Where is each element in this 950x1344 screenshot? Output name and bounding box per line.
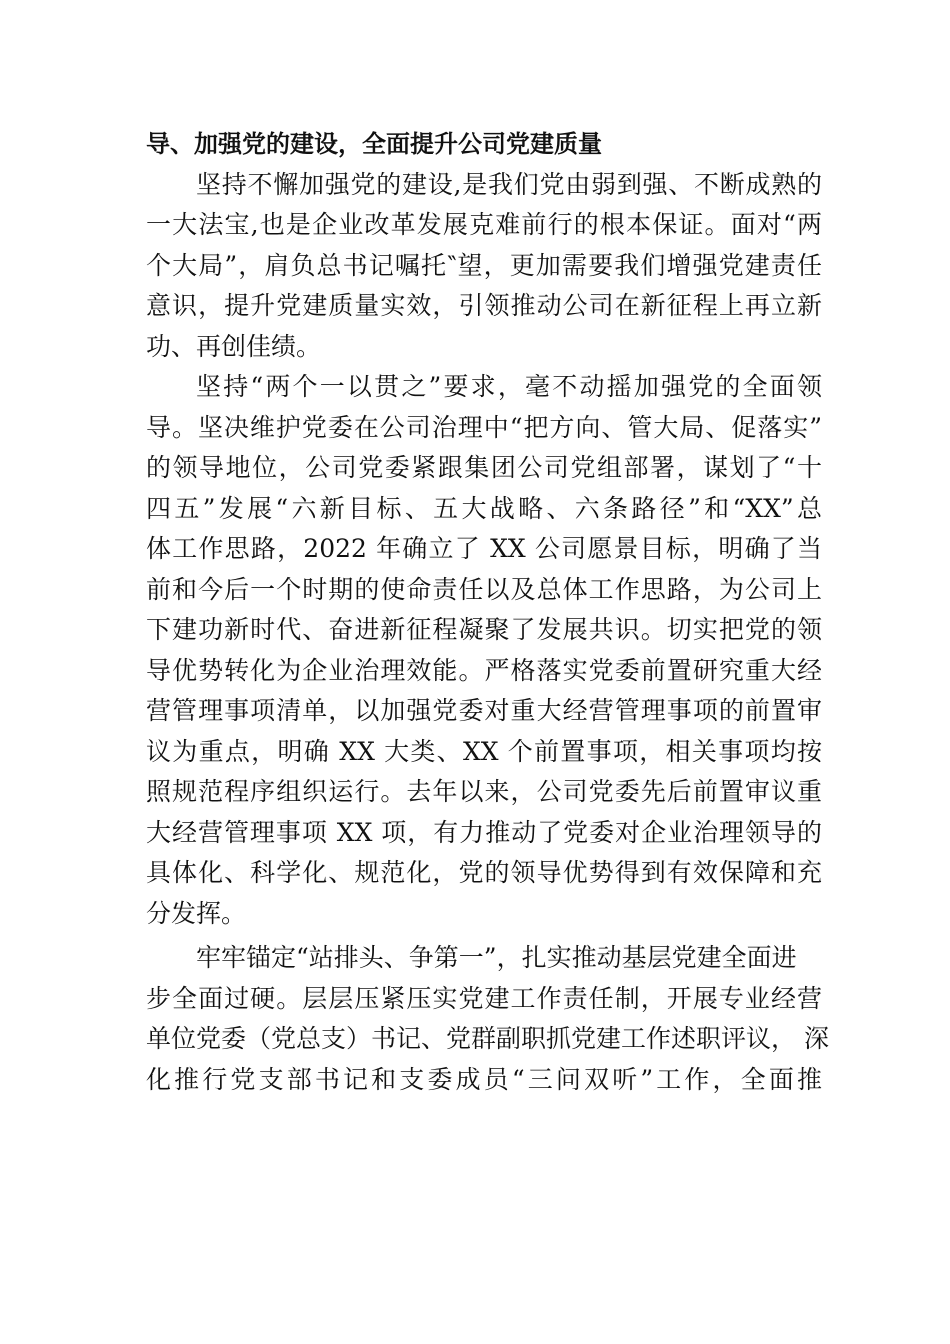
paragraph-line: 化推行党支部书记和支委成员“三问双听”工作，全面推 <box>146 1064 822 1094</box>
paragraph-line: 四五”发展“六新目标、五大战略、六条路径”和“XX”总 <box>146 493 822 523</box>
paragraph-line: 个大局”，肩负总书记嘱托‶望，更加需要我们增强党建责任 <box>146 250 822 280</box>
paragraph-1 <box>146 165 822 368</box>
paragraph-line: 意识，提升党建质量实效，引领推动公司在新征程上再立新 <box>146 291 822 320</box>
paragraph-line: 下建功新时代、奋进新征程凝聚了发展共识。切实把党的领 <box>146 615 822 644</box>
paragraph-line: 的领导地位，公司党委紧跟集团公司党组部署，谋划了“十 <box>146 453 822 482</box>
paragraph-line: 坚持不懈加强党的建设,是我们党由弱到强、不断成熟的 <box>196 169 822 199</box>
section-heading: 导、加强党的建设，全面提升公司党建质量 <box>146 130 602 158</box>
paragraph-line: 具体化、科学化、规范化，党的领导优势得到有效保障和充 <box>146 858 822 887</box>
document-body <box>146 124 829 1100</box>
paragraph-line: 导优势转化为企业治理效能。严格落实党委前置研究重大经 <box>146 655 822 685</box>
paragraph-line: 一大法宝,也是企业改革发展克难前行的根本保证。面对“两 <box>146 210 822 239</box>
paragraph-line: 照规范程序组织运行。去年以来，公司党委先后前置审议重 <box>146 777 822 806</box>
paragraph-line: 牢牢锚定“站排头、争第一”，扎实推动基层党建全面进 <box>196 943 797 972</box>
paragraph-line: 导。坚决维护党委在公司治理中“把方向、管大局、促落实” <box>146 412 822 442</box>
paragraph-line: 功、再创佳绩。 <box>146 331 322 361</box>
paragraph-line: 前和今后一个时期的使命责任以及总体工作思路，为公司上 <box>146 574 822 604</box>
paragraph-line: 大经营管理事项 XX 项，有力推动了党委对企业治理领导的 <box>146 817 822 847</box>
paragraph-line: 营管理事项清单，以加强党委对重大经营管理事项的前置审 <box>146 696 822 725</box>
paragraph-line: 分发挥。 <box>146 898 247 928</box>
paragraph-line: 体工作思路，2022 年确立了 XX 公司愿景目标，明确了当 <box>146 534 822 563</box>
paragraph-line: 议为重点，明确 XX 大类、XX 个前置事项，相关事项均按 <box>146 736 822 766</box>
paragraph-2 <box>146 367 822 934</box>
paragraph-line: 单位党委（党总支）书记、党群副职抓党建工作述职评议， 深 <box>146 1024 829 1053</box>
paragraph-3 <box>146 938 829 1100</box>
paragraph-line: 步全面过硬。层层压紧压实党建工作责任制，开展专业经营 <box>146 983 822 1013</box>
paragraph-line: 坚持“两个一以贯之”要求，毫不动摇加强党的全面领 <box>196 372 822 401</box>
